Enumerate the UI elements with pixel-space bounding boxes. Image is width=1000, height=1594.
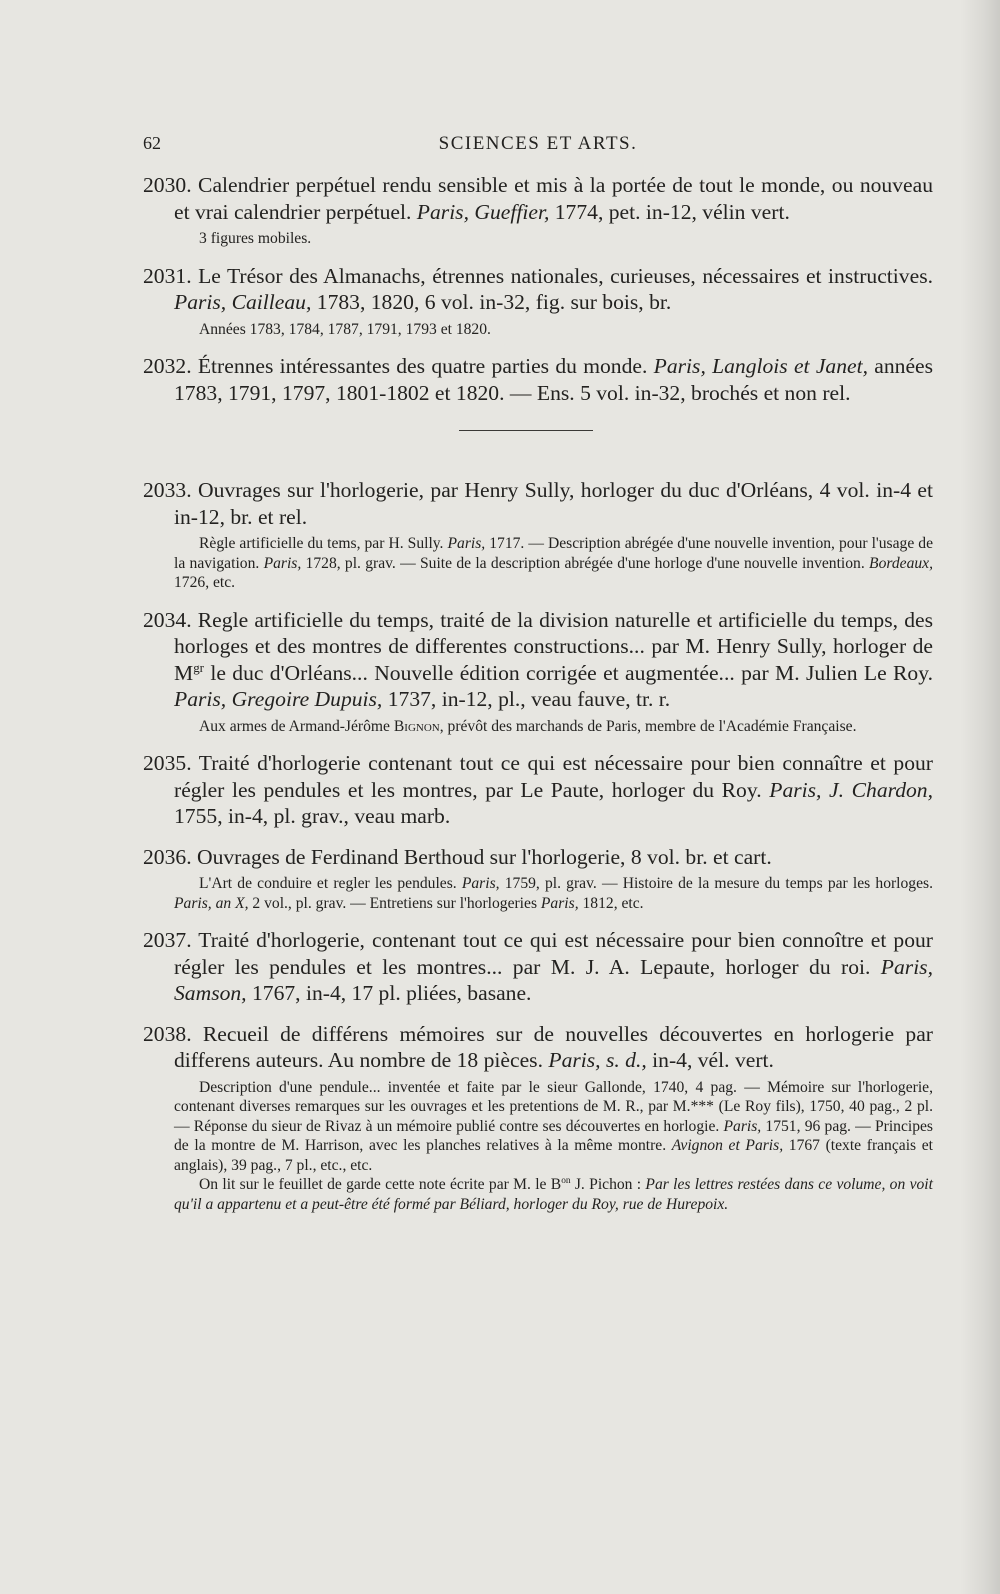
entry-number: 2037. [143,928,192,952]
entry-number: 2036. [143,844,192,869]
section-divider [459,430,593,431]
entry-2030 [143,172,933,249]
imprint: Paris, Langlois et Janet, [653,354,868,378]
entry-text: 2037. Traité d'horlogerie, contenant tout ce qui est nécessaire pour bien connoître et pour régler les pendules et les montres... par M. J. A. Lepaute, horloger du roi. Paris, Samson, 1767, in-4, 17 pl. pliées, basane. [143,928,933,1005]
entry-number: 2032. [143,354,192,378]
entry-2038 [143,1021,933,1215]
entry-text: 2033. Ouvrages sur l'horlogerie, par Henry Sully, horloger du duc d'Orléans, 4 vol. in-4 et in-12, br. et rel. [143,478,933,529]
entry-text: 2035. Traité d'horlogerie contenant tout ce qui est nécessaire pour bien connaître et pour régler les pendules et les montres, par Le Paute, horloger du Roy. Paris, J. Chardon, 1755, in-4, pl. grav., veau marb. [143,751,934,828]
entry-text: 2038. Recueil de différens mémoires sur de nouvelles découvertes en horlogerie par differens auteurs. Au nombre de 18 pièces. Paris, s. d., in-4, vél. vert. [143,1021,933,1072]
entry-2036 [143,844,933,914]
imprint: Paris, Gueffier, [416,199,550,224]
entry-2033 [143,477,933,593]
entry-number: 2034. [143,607,192,632]
entry-text: 2031. Le Trésor des Almanachs, étrennes nationales, curieuses, nécessaires et instructives. Paris, Cailleau, 1783, 1820, 6 vol. in-32, fig. sur bois, br. [143,263,933,314]
entry-2032 [143,353,933,406]
imprint: Paris, s. d., [548,1048,647,1072]
entry-note: Aux armes de Armand-Jérôme Bignon, prévôt des marchands de Paris, membre de l'Académie Française. [199,717,857,735]
running-title: SCIENCES ET ARTS. [438,133,638,154]
imprint: Paris, J. Chardon, [769,777,934,802]
entry-number: 2035. [143,751,192,775]
entry-text: 2032. Étrennes intéressantes des quatre parties du monde. Paris, Langlois et Janet, années 1783, 1791, 1797, 1801-1802 et 1820. — Ens. 5 vol. in-32, brochés et non rel. [143,354,934,405]
entry-note: L'Art de conduire et regler les pendules. Paris, 1759, pl. grav. — Histoire de la mesure du temps par les horloges. Paris, an X, 2 vol., pl. grav. — Entretiens sur l'horlogeries Paris, 1812, etc. [174,875,933,912]
entry-number: 2031. [143,263,192,288]
entry-2031 [143,263,933,340]
page-number: 62 [143,133,161,153]
page-edge-shadow [960,0,1000,1594]
imprint: Paris, Cailleau, [174,290,312,314]
entry-2034 [143,607,933,737]
entry-note: Règle artificielle du tems, par H. Sully. Paris, 1717. — Description abrégée d'une nouvelle invention, pour l'usage de la navigation. Paris, 1728, pl. grav. — Suite de la description abrégée d'une horloge d'une nouvelle invention. Bordeaux, 1726, etc. [174,535,933,591]
entry-text: 2030. Calendrier perpétuel rendu sensible et mis à la portée de tout le monde, ou nouveau et vrai calendrier perpétuel. Paris, Gueffier, 1774, pet. in-12, vélin vert. [143,173,933,224]
page-header [143,133,933,159]
entry-2035 [143,750,933,830]
entry-number: 2038. [143,1021,192,1046]
catalogue-entries [143,172,933,1228]
entry-note: 3 figures mobiles. [199,230,312,247]
entry-text: 2034. Regle artificielle du temps, traité de la division naturelle et artificielle du temps, des horloges et des montres de differentes constructions... par M. Henry Sully, horloger de $M^{gr}$ le duc d'Orléans... Nouvelle édition corrigée et augmentée... par M. Julien Le Roy. Paris, Gregoire Dupuis, 1737, in-12, pl., veau fauve, tr. r. [143,607,933,711]
entry-text: 2036. Ouvrages de Ferdinand Berthoud sur l'horlogerie, 8 vol. br. et cart. [143,844,772,869]
entry-number: 2033. [143,478,192,502]
entry-2037 [143,927,933,1007]
entry-note-provenance: On lit sur le feuillet de garde cette note écrite par M. le $B^{on}$ J. Pichon : Par les lettres restées dans ce volume, on voit qu'il a appartenu et a peut-être été formé par Béliard, horloger du Roy, rue de Hurepoix. [174,1175,933,1213]
entry-note: Description d'une pendule... inventée et faite par le sieur Gallonde, 1740, 4 pag. — Mémoire sur l'horlogerie, contenant diverses remarques sur les ouvrages et les pretentions de M. R., par M.*** (Le Roy fils), 1750, 40 pag., 2 pl. — Réponse du sieur de Rivaz à un mémoire publié contre ses découvertes en horlogie. Paris, 1751, 96 pag. — Principes de la montre de M. Harrison, avec les planches relatives à la même montre. Avignon et Paris, 1767 (texte français et anglais), 39 pag., 7 pl., etc., etc. [174,1078,934,1174]
imprint: Paris, Samson, [174,954,933,1005]
imprint: Paris, Gregoire Dupuis, [174,687,383,711]
entry-note: Années 1783, 1784, 1787, 1791, 1793 et 1820. [199,320,491,338]
entry-number: 2030. [143,173,192,197]
